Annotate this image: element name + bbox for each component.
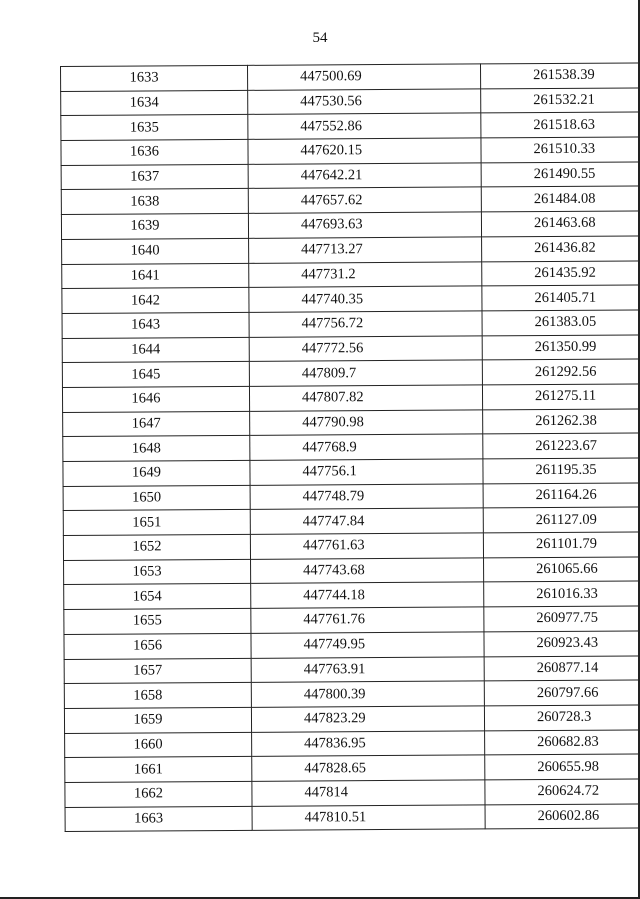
table-row	[61, 211, 640, 240]
y-coordinate-cell: 261538.39	[480, 63, 640, 89]
y-coordinate-cell: 261436.82	[482, 235, 640, 261]
point-number-cell: 1649	[63, 460, 250, 486]
table-row	[62, 359, 640, 388]
page-number: 54	[312, 30, 328, 46]
table-row	[64, 680, 640, 709]
table-row	[62, 235, 640, 264]
table-row	[63, 433, 640, 462]
x-coordinate-cell: 447731.2	[249, 261, 482, 287]
y-coordinate-cell: 260977.75	[484, 606, 640, 632]
point-number-cell: 1650	[63, 485, 250, 511]
y-coordinate-cell: 261405.71	[482, 285, 640, 311]
table-row	[65, 803, 640, 832]
point-number-cell: 1660	[65, 732, 252, 758]
point-number-cell: 1634	[61, 90, 248, 116]
x-coordinate-cell: 447772.56	[249, 335, 482, 361]
y-coordinate-cell: 261016.33	[484, 581, 640, 607]
table-row	[65, 778, 640, 807]
y-coordinate-cell: 261463.68	[481, 211, 640, 237]
table-row	[62, 285, 640, 314]
table-row	[62, 383, 640, 412]
y-coordinate-cell: 261383.05	[482, 309, 640, 335]
point-number-cell: 1656	[64, 633, 251, 659]
point-number-cell: 1640	[62, 238, 249, 264]
x-coordinate-cell: 447749.95	[251, 632, 484, 658]
y-coordinate-cell: 261510.33	[481, 137, 640, 163]
x-coordinate-cell: 447756.1	[250, 459, 483, 485]
point-number-cell: 1663	[65, 806, 252, 832]
point-number-cell: 1636	[61, 139, 248, 165]
point-number-cell: 1645	[62, 362, 249, 388]
y-coordinate-cell: 261065.66	[484, 556, 640, 582]
point-number-cell: 1635	[61, 115, 248, 141]
x-coordinate-cell: 447810.51	[252, 805, 485, 831]
table-row	[63, 532, 640, 561]
y-coordinate-cell: 260655.98	[485, 754, 640, 780]
point-number-cell: 1651	[63, 510, 250, 536]
x-coordinate-cell: 447763.91	[251, 656, 484, 682]
y-coordinate-cell: 261164.26	[483, 482, 640, 508]
table-row	[61, 161, 640, 190]
x-coordinate-cell: 447809.7	[249, 360, 482, 386]
x-coordinate-cell: 447768.9	[250, 434, 483, 460]
x-coordinate-cell: 447552.86	[248, 113, 481, 139]
x-coordinate-cell: 447500.69	[247, 64, 480, 90]
y-coordinate-cell: 261435.92	[482, 260, 640, 286]
point-number-cell: 1648	[63, 436, 250, 462]
table-row	[62, 260, 640, 289]
y-coordinate-cell: 260923.43	[484, 630, 640, 656]
point-number-cell: 1644	[62, 337, 249, 363]
y-coordinate-cell: 260624.72	[485, 778, 640, 804]
x-coordinate-cell: 447790.98	[250, 410, 483, 436]
y-coordinate-cell: 260682.83	[485, 729, 640, 755]
x-coordinate-cell: 447740.35	[249, 286, 482, 312]
table-row	[65, 754, 640, 783]
table-row	[61, 63, 640, 92]
point-number-cell: 1633	[61, 65, 248, 91]
y-coordinate-cell: 261223.67	[483, 433, 640, 459]
y-coordinate-cell: 260797.66	[484, 680, 640, 706]
y-coordinate-cell: 260877.14	[484, 655, 640, 681]
y-coordinate-cell: 261490.55	[481, 161, 640, 187]
x-coordinate-cell: 447642.21	[248, 163, 481, 189]
x-coordinate-cell: 447800.39	[251, 681, 484, 707]
x-coordinate-cell: 447761.76	[251, 607, 484, 633]
x-coordinate-cell: 447756.72	[249, 311, 482, 337]
y-coordinate-cell: 261101.79	[483, 532, 640, 558]
x-coordinate-cell: 447828.65	[252, 755, 485, 781]
x-coordinate-cell: 447814	[252, 780, 485, 806]
point-number-cell: 1654	[64, 584, 251, 610]
y-coordinate-cell: 261532.21	[481, 87, 640, 113]
table-row	[64, 655, 640, 684]
y-coordinate-cell: 260602.86	[485, 803, 640, 829]
y-coordinate-cell: 261518.63	[481, 112, 640, 138]
x-coordinate-cell: 447744.18	[251, 582, 484, 608]
y-coordinate-cell: 261292.56	[482, 359, 640, 385]
table-row	[61, 137, 640, 166]
point-number-cell: 1643	[62, 312, 249, 338]
y-coordinate-cell: 261127.09	[483, 507, 640, 533]
y-coordinate-cell: 261275.11	[482, 383, 640, 409]
table-row	[63, 482, 640, 511]
table-row	[63, 458, 640, 487]
table-row	[62, 309, 640, 338]
point-number-cell: 1652	[63, 534, 250, 560]
table-row	[62, 334, 640, 363]
point-number-cell: 1646	[62, 386, 249, 412]
table-row	[64, 606, 640, 635]
x-coordinate-cell: 447748.79	[250, 484, 483, 510]
point-number-cell: 1653	[64, 559, 251, 585]
y-coordinate-cell: 261262.38	[483, 408, 640, 434]
x-coordinate-cell: 447823.29	[251, 706, 484, 732]
point-number-cell: 1638	[61, 189, 248, 215]
coordinates-table-body	[61, 63, 640, 832]
x-coordinate-cell: 447620.15	[248, 138, 481, 164]
x-coordinate-cell: 447693.63	[248, 212, 481, 238]
table-row	[61, 186, 640, 215]
point-number-cell: 1647	[63, 411, 250, 437]
y-coordinate-cell: 261484.08	[481, 186, 640, 212]
point-number-cell: 1662	[65, 781, 252, 807]
point-number-cell: 1658	[64, 683, 251, 709]
table-row	[61, 87, 640, 116]
point-number-cell: 1641	[62, 263, 249, 289]
x-coordinate-cell: 447807.82	[249, 385, 482, 411]
y-coordinate-cell: 260728.3	[484, 704, 640, 730]
table-row	[61, 112, 640, 141]
point-number-cell: 1637	[61, 164, 248, 190]
x-coordinate-cell: 447836.95	[252, 730, 485, 756]
point-number-cell: 1639	[61, 213, 248, 239]
point-number-cell: 1657	[64, 658, 251, 684]
point-number-cell: 1659	[64, 707, 251, 733]
y-coordinate-cell: 261350.99	[482, 334, 640, 360]
point-number-cell: 1661	[65, 757, 252, 783]
coordinates-table	[60, 62, 640, 832]
x-coordinate-cell: 447657.62	[248, 187, 481, 213]
table-row	[64, 581, 640, 610]
x-coordinate-cell: 447530.56	[248, 89, 481, 115]
table-row	[64, 556, 640, 585]
y-coordinate-cell: 261195.35	[483, 458, 640, 484]
x-coordinate-cell: 447761.63	[250, 533, 483, 559]
table-row	[63, 408, 640, 437]
table-row	[64, 704, 640, 733]
point-number-cell: 1655	[64, 608, 251, 634]
x-coordinate-cell: 447743.68	[251, 558, 484, 584]
x-coordinate-cell: 447713.27	[249, 237, 482, 263]
table-row	[63, 507, 640, 536]
point-number-cell: 1642	[62, 288, 249, 314]
table-row	[64, 630, 640, 659]
table-row	[65, 729, 640, 758]
x-coordinate-cell: 447747.84	[250, 508, 483, 534]
